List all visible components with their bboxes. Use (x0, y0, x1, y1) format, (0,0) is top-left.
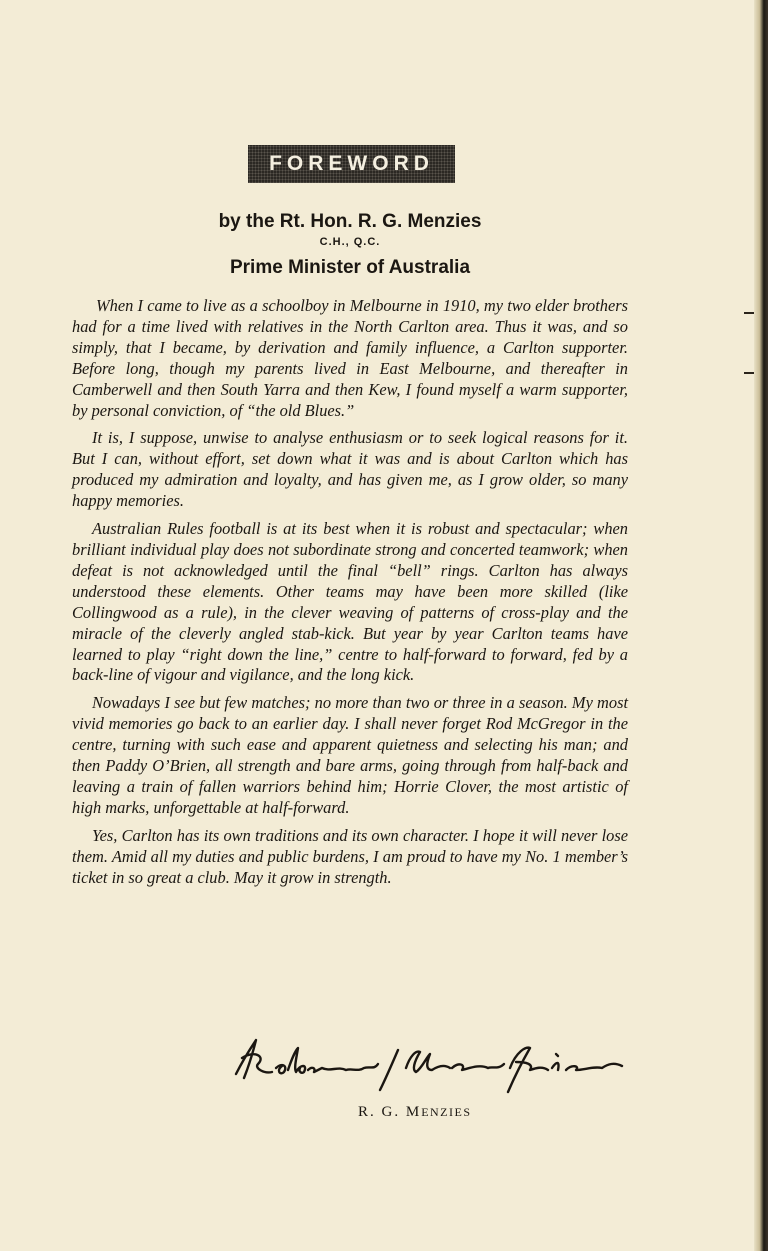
author-title: Prime Minister of Australia (229, 257, 471, 278)
foreword-heading: FOREWORD (269, 152, 434, 175)
foreword-heading-box (248, 145, 455, 183)
paragraph: Yes, Carlton has its own traditions and its own character. I hope it will never lose them. Amid all my duties and public burdens, I am proud to have my No. 1 member’s ticket in so great a club. May it grow in strength. (72, 825, 628, 887)
foreword-body (72, 296, 628, 895)
paragraph: It is, I suppose, unwise to analyse enthusiasm or to seek logical reasons for it. But I can, without effort, set down what it was and is about Carlton which has produced my admiration and loyalty, and has given me, as I grow older, so many happy memories. (72, 428, 628, 511)
edge-mark (744, 312, 754, 314)
author-byline: by the Rt. Hon. R. G. Menzies (218, 211, 482, 232)
author-honours: C.H., Q.C. (319, 236, 381, 248)
paragraph: When I came to live as a schoolboy in Melbourne in 1910, my two elder brothers had for a time lived with relatives in the North Carlton area. Thus it was, and so simply, that I became, by derivation and family influence, a Carlton supporter. Before long, though my parents lived in East Melbourne, and thereafter in Camberwell and then South Yarra and then Kew, I found myself a warm supporter, by personal conviction, of “the old Blues.” (72, 296, 628, 420)
signer-name (358, 1104, 472, 1121)
handwritten-signature (230, 1028, 630, 1103)
paragraph: Australian Rules football is at its best when it is robust and spectacular; when brilliant individual play does not subordinate strong and concerted teamwork; when defeat is not acknowledged until the final “bell” rings. Carlton has always understood these elements. Other teams may have been more skilled (like Collingwood as a rule), in the clever weaving of patterns of cross-play and the miracle of the cleverly angled stab-kick. But year by year Carlton teams have learned to play “right down the line,” centre to half-forward to forward, fed by a back-line of vigour and vigilance, and the long kick. (72, 519, 628, 685)
page-edge (754, 0, 768, 1251)
signer-surname: ENZIES (421, 1105, 472, 1119)
paragraph: Nowadays I see but few matches; no more than two or three in a season. My most vivid memories go back to an earlier day. I shall never forget Rod McGregor in the centre, turning with such ease and apparent quietness and selecting his man; and then Paddy O’Brien, all strength and bare arms, going through from half-back and leaving a train of fallen warriors behind him; Horrie Clover, the most artistic of high marks, unforgettable at half-forward. (72, 693, 628, 817)
edge-mark (744, 372, 754, 374)
signer-initials: R. G. M (358, 1104, 422, 1120)
